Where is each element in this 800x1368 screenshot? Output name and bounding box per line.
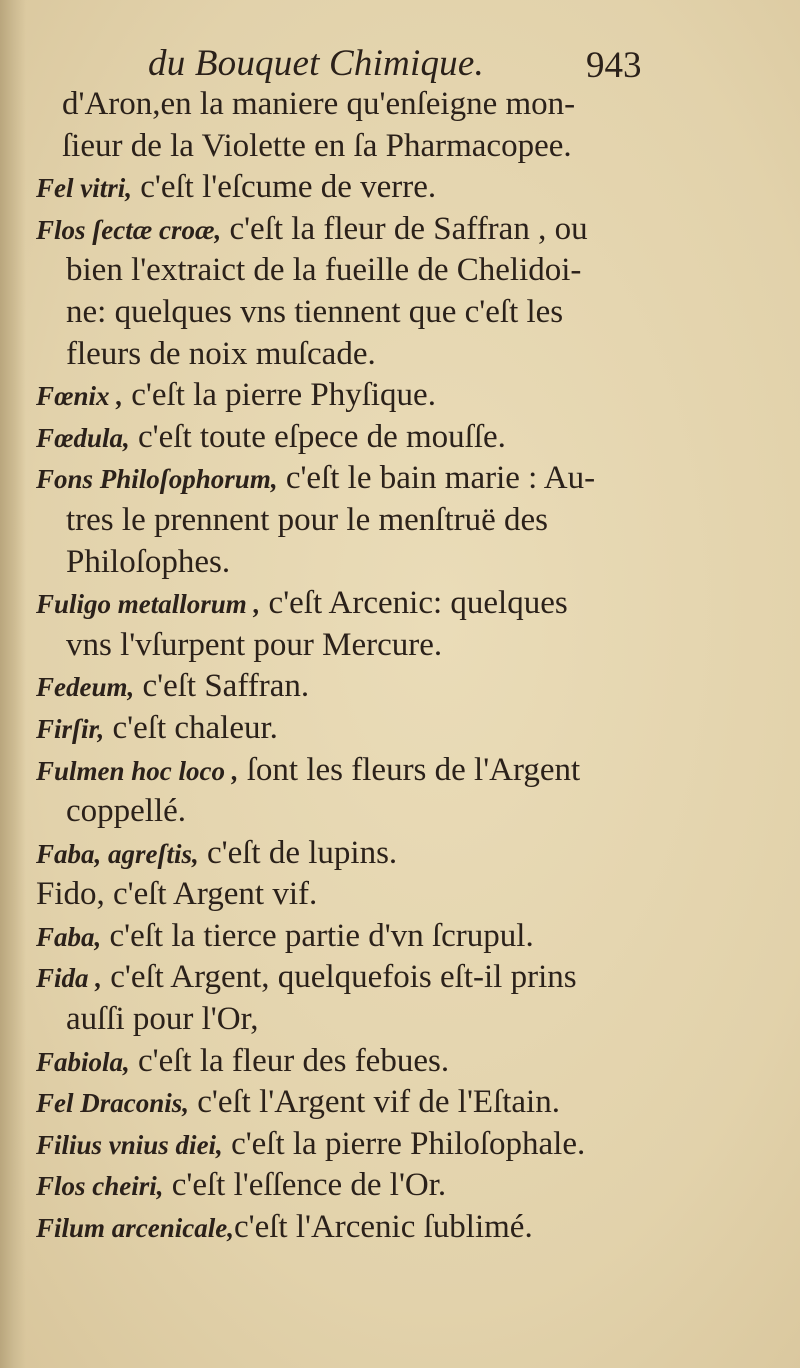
entry-term: Fel Draconis,	[36, 1088, 190, 1119]
entry-definition: auſſi pour l'Or,	[66, 1001, 259, 1038]
glossary-entry	[0, 417, 800, 459]
entry-definition: c'eſt Arcenic: quelques	[260, 585, 568, 622]
entry-term: Fida ,	[36, 963, 103, 994]
entry-definition: Philoſophes.	[66, 543, 231, 580]
glossary-entry	[0, 957, 800, 999]
carried-over-line	[0, 84, 800, 126]
glossary-entry	[0, 1082, 800, 1124]
glossary-entry	[0, 916, 800, 958]
entry-definition: ſont les fleurs de l'Argent	[238, 751, 581, 788]
glossary-entry	[0, 708, 800, 750]
page-number: 943	[586, 45, 642, 86]
entry-term: Filius vnius diei,	[36, 1129, 223, 1160]
entry-definition: vns l'vſurpent pour Mercure.	[66, 626, 443, 663]
glossary-entry	[0, 167, 800, 209]
entry-term: Filum arcenicale,	[36, 1213, 234, 1244]
glossary-entry	[0, 666, 800, 708]
entry-definition: d'Aron,en la maniere qu'enſeigne mon-	[62, 86, 576, 122]
entry-term: Fuligo metallorum ,	[36, 589, 261, 620]
carried-over-line	[0, 126, 800, 168]
glossary-entry	[0, 1165, 800, 1207]
entry-definition: c'eſt la fleur de Saffran , ou	[221, 210, 588, 247]
glossary-entry	[0, 583, 800, 625]
entry-term: Fulmen hoc loco ,	[36, 755, 239, 786]
running-title: du Bouquet Chimique.	[148, 43, 484, 84]
glossary-entry	[0, 1124, 800, 1166]
glossary-entry	[0, 874, 800, 916]
glossary-entry	[0, 375, 800, 417]
continuation-line	[0, 334, 800, 376]
entry-definition: fleurs de noix muſcade.	[66, 335, 376, 372]
glossary-entry	[0, 750, 800, 792]
entry-definition: c'eſt le bain marie : Au-	[277, 460, 596, 497]
entry-definition: c'eſt Argent, quelquefois eſt-il prins	[102, 959, 577, 996]
entry-definition: c'eſt la pierre Philoſophale.	[222, 1125, 586, 1162]
entry-definition: c'eſt toute eſpece de mouſſe.	[129, 418, 506, 455]
continuation-line	[0, 250, 800, 292]
entry-term: Flos cheiri,	[36, 1171, 164, 1202]
glossary-entry	[0, 458, 800, 500]
continuation-line	[0, 791, 800, 833]
entry-term: Firſir,	[36, 713, 105, 744]
entry-definition: c'eſt l'Argent vif de l'Eſtain.	[189, 1084, 560, 1121]
continuation-line	[0, 500, 800, 542]
entry-definition: tres le prennent pour le menſtruë des	[66, 501, 548, 538]
continuation-line	[0, 292, 800, 334]
glossary-entry	[0, 1041, 800, 1083]
entry-definition: c'eſt l'eſcume de verre.	[132, 169, 437, 206]
entry-definition: bien l'extraict de la fueille de Chelidoi-	[66, 252, 582, 289]
continuation-line	[0, 542, 800, 584]
entry-term: Fœnix ,	[36, 381, 124, 412]
entry-definition: ſieur de la Violette en ſa Pharmacopee.	[62, 127, 572, 164]
text-body	[0, 84, 800, 1249]
entry-term: Fœdula,	[36, 422, 130, 453]
entry-definition: coppellé.	[66, 793, 187, 830]
entry-term: Fabiola,	[36, 1046, 130, 1077]
entry-term: Fons Philoſophorum,	[36, 464, 278, 495]
entry-definition: c'eſt la tierce partie d'vn ſcrupul.	[101, 917, 534, 954]
entry-definition: c'eſt de lupins.	[198, 834, 398, 871]
continuation-line	[0, 999, 800, 1041]
entry-definition: c'eſt chaleur.	[104, 709, 278, 746]
entry-term: Fel vitri,	[36, 173, 132, 204]
entry-definition: c'eſt la fleur des febues.	[129, 1042, 450, 1079]
glossary-entry	[0, 833, 800, 875]
entry-definition: c'eſt Saffran.	[134, 668, 310, 705]
entry-term: Flos ſectæ croæ,	[36, 214, 222, 245]
entry-term: Fedeum,	[36, 672, 135, 703]
entry-definition: c'eſt la pierre Phyſique.	[123, 377, 436, 414]
entry-definition: c'eſt l'Arcenic ſublimé.	[234, 1209, 533, 1246]
entry-definition: c'eſt l'eſſence de l'Or.	[163, 1167, 447, 1204]
glossary-entry	[0, 1207, 800, 1249]
entry-definition: Fido, c'eſt Argent vif.	[36, 876, 318, 913]
entry-definition: ne: quelques vns tiennent que c'eſt les	[66, 293, 564, 330]
entry-term: Faba,	[36, 921, 102, 952]
continuation-line	[0, 625, 800, 667]
glossary-entry	[0, 209, 800, 251]
entry-term: Faba, agreſtis,	[36, 838, 199, 869]
